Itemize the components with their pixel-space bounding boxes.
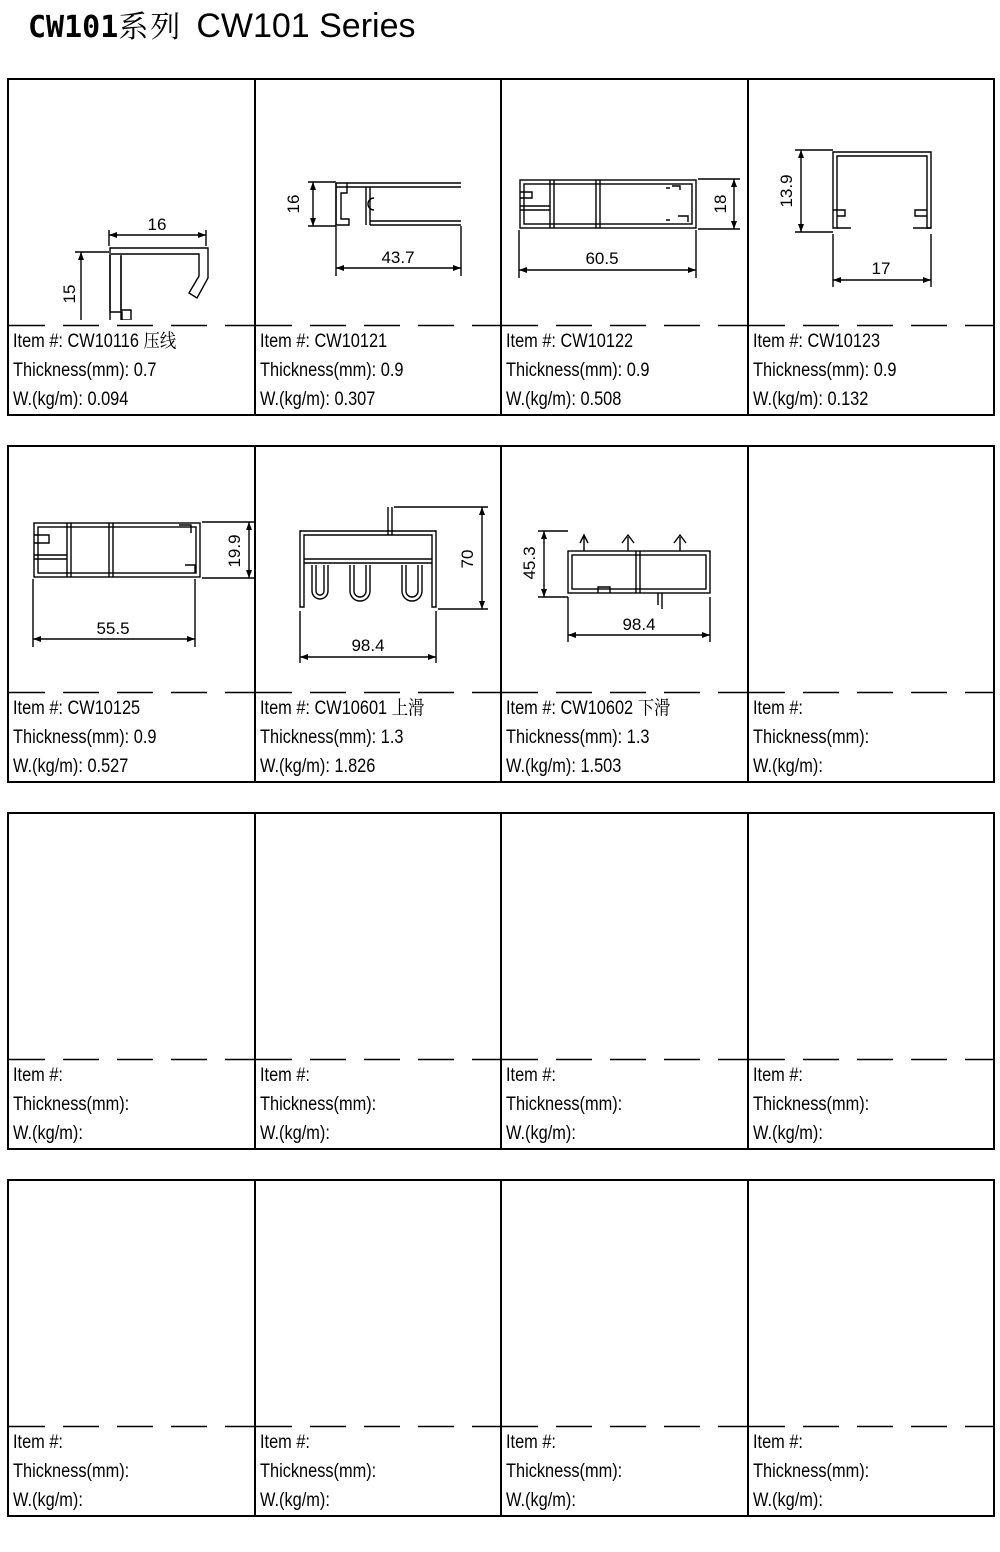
item-label: Item #: <box>259 1065 310 1086</box>
title-code: CW101 <box>28 10 119 45</box>
dim-height: 45.3 <box>520 546 539 580</box>
profile-drawing-cw10601 <box>256 447 501 687</box>
profile-info <box>13 1061 129 1148</box>
profile-cell-empty <box>502 814 749 1148</box>
weight-label: W.(kg/m): <box>752 1490 823 1511</box>
weight-label: W.(kg/m): <box>752 389 823 410</box>
profile-info <box>506 694 670 781</box>
item-label: Item #: <box>259 1432 310 1453</box>
weight-label: W.(kg/m): <box>259 1123 330 1144</box>
thickness-label: Thickness(mm): <box>13 1094 130 1115</box>
item-label: Item #: <box>259 331 310 352</box>
catalog-row-2 <box>7 445 995 783</box>
catalog-row-3 <box>7 812 995 1150</box>
profile-cell-empty <box>502 1181 749 1515</box>
weight-label: W.(kg/m): <box>752 756 823 777</box>
profile-info <box>260 327 403 414</box>
thickness-label: Thickness(mm): <box>259 360 376 381</box>
profile-cell-cw10601 <box>256 447 503 781</box>
weight-label: W.(kg/m): <box>13 389 83 410</box>
profile-info <box>13 1428 129 1515</box>
thickness-label: Thickness(mm): <box>259 727 376 748</box>
profile-info <box>506 1061 622 1148</box>
item-number: CW10601 上滑 <box>313 698 424 719</box>
weight-value: 1.826 <box>333 756 375 777</box>
weight-value: 1.503 <box>580 756 622 777</box>
item-number: CW10116 压线 <box>67 331 177 352</box>
page-title <box>28 4 416 50</box>
catalog-row-1 <box>7 78 995 416</box>
dim-height: 16 <box>283 194 303 214</box>
profile-info <box>753 327 896 414</box>
thickness-label: Thickness(mm): <box>752 360 869 381</box>
weight-label: W.(kg/m): <box>13 756 83 777</box>
weight-label: W.(kg/m): <box>506 1490 576 1511</box>
item-number: CW10123 <box>806 331 880 352</box>
thickness-value: 1.3 <box>626 727 650 748</box>
weight-label: W.(kg/m): <box>506 756 576 777</box>
item-label: Item #: <box>506 1432 556 1453</box>
profile-info <box>260 1061 376 1148</box>
thickness-label: Thickness(mm): <box>752 727 869 748</box>
item-label: Item #: <box>752 331 803 352</box>
profile-drawing-cw10602 <box>502 447 747 687</box>
title-chinese: 系列 <box>118 10 183 45</box>
weight-value: 0.132 <box>826 389 868 410</box>
dim-width: 98.4 <box>622 615 656 634</box>
item-label: Item #: <box>506 1065 556 1086</box>
dim-width: 43.7 <box>380 248 415 267</box>
profile-info <box>753 1061 869 1148</box>
weight-label: W.(kg/m): <box>259 389 330 410</box>
weight-value: 0.527 <box>87 756 129 777</box>
weight-label: W.(kg/m): <box>259 756 330 777</box>
item-label: Item #: <box>506 698 556 719</box>
weight-value: 0.094 <box>87 389 129 410</box>
thickness-label: Thickness(mm): <box>259 1094 376 1115</box>
weight-value: 0.307 <box>333 389 375 410</box>
profile-info <box>506 327 649 414</box>
dim-width: 60.5 <box>585 249 619 268</box>
profile-cell-cw10602 <box>502 447 749 781</box>
weight-label: W.(kg/m): <box>506 389 576 410</box>
dim-height: 70 <box>457 549 477 569</box>
item-label: Item #: <box>752 1432 803 1453</box>
profile-info <box>260 694 424 781</box>
weight-label: W.(kg/m): <box>13 1123 83 1144</box>
dim-height: 13.9 <box>776 174 796 208</box>
thickness-value: 0.9 <box>626 360 650 381</box>
profile-info <box>753 694 869 781</box>
profile-cell-empty <box>256 1181 503 1515</box>
item-label: Item #: <box>259 698 310 719</box>
title-english: CW101 Series <box>196 7 416 45</box>
item-label: Item #: <box>752 1065 803 1086</box>
item-number: CW10122 <box>560 331 634 352</box>
thickness-label: Thickness(mm): <box>752 1094 869 1115</box>
profile-cell-empty <box>749 1181 994 1515</box>
weight-label: W.(kg/m): <box>259 1490 330 1511</box>
profile-cell-cw10122 <box>502 80 749 414</box>
weight-label: W.(kg/m): <box>752 1123 823 1144</box>
thickness-value: 1.3 <box>380 727 403 748</box>
profile-drawing-cw10125 <box>9 447 254 687</box>
profile-cell-cw10116 <box>9 80 256 414</box>
thickness-label: Thickness(mm): <box>506 360 623 381</box>
profile-drawing-cw10121 <box>256 80 501 320</box>
profile-cell-empty <box>256 814 503 1148</box>
profile-cell-cw10123 <box>749 80 994 414</box>
profile-cell-empty <box>749 814 994 1148</box>
dim-width: 16 <box>147 215 167 234</box>
thickness-value: 0.7 <box>133 360 157 381</box>
item-number: CW10121 <box>313 331 387 352</box>
dim-height: 15 <box>60 284 79 304</box>
profile-cell-empty <box>9 1181 256 1515</box>
profile-cell-empty <box>749 447 994 781</box>
dim-width: 98.4 <box>350 636 385 655</box>
item-label: Item #: <box>13 331 63 352</box>
weight-label: W.(kg/m): <box>13 1490 83 1511</box>
dim-width: 55.5 <box>96 619 130 638</box>
item-label: Item #: <box>13 698 63 719</box>
profile-cell-empty <box>9 814 256 1148</box>
weight-label: W.(kg/m): <box>506 1123 576 1144</box>
item-label: Item #: <box>13 1432 63 1453</box>
item-label: Item #: <box>506 331 556 352</box>
profile-cell-cw10121 <box>256 80 503 414</box>
thickness-label: Thickness(mm): <box>259 1461 376 1482</box>
thickness-label: Thickness(mm): <box>13 727 130 748</box>
item-label: Item #: <box>752 698 803 719</box>
item-number: CW10125 <box>67 698 141 719</box>
weight-value: 0.508 <box>580 389 622 410</box>
profile-info <box>13 327 176 414</box>
dim-height: 19.9 <box>225 534 244 568</box>
thickness-label: Thickness(mm): <box>506 727 623 748</box>
profile-drawing-cw10123 <box>749 80 994 320</box>
thickness-label: Thickness(mm): <box>13 360 130 381</box>
thickness-label: Thickness(mm): <box>752 1461 869 1482</box>
thickness-value: 0.9 <box>133 727 157 748</box>
item-label: Item #: <box>13 1065 63 1086</box>
dim-height: 18 <box>711 194 730 214</box>
profile-drawing-cw10122 <box>502 80 747 320</box>
profile-cell-cw10125 <box>9 447 256 781</box>
catalog-row-4 <box>7 1179 995 1517</box>
thickness-value: 0.9 <box>380 360 403 381</box>
profile-info <box>13 694 156 781</box>
profile-info <box>506 1428 622 1515</box>
thickness-label: Thickness(mm): <box>506 1094 623 1115</box>
thickness-label: Thickness(mm): <box>506 1461 623 1482</box>
profile-info <box>753 1428 869 1515</box>
dim-width: 17 <box>871 259 890 278</box>
thickness-value: 0.9 <box>873 360 896 381</box>
profile-info <box>260 1428 376 1515</box>
item-number: CW10602 下滑 <box>560 698 671 719</box>
profile-drawing-cw10116 <box>9 80 254 320</box>
thickness-label: Thickness(mm): <box>13 1461 130 1482</box>
